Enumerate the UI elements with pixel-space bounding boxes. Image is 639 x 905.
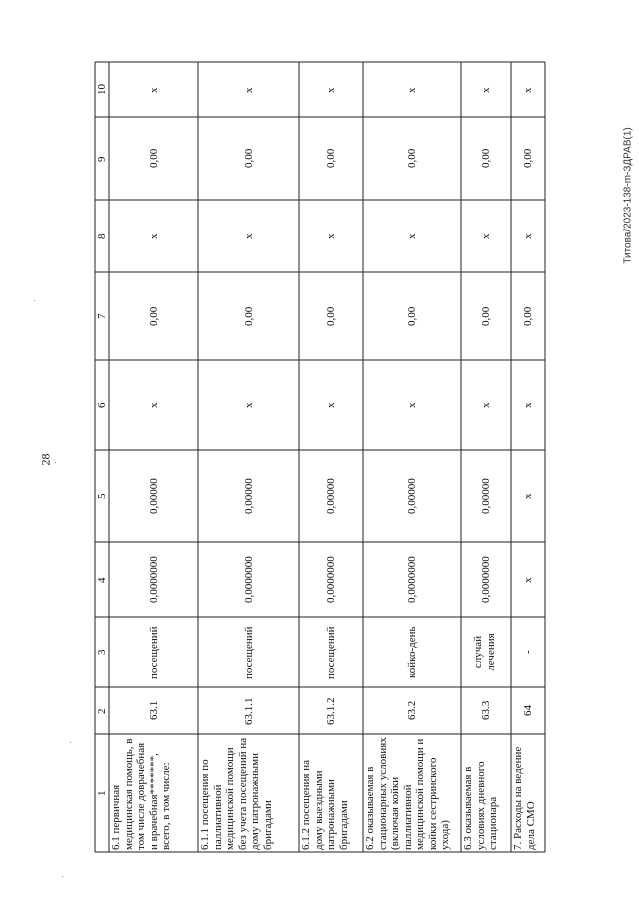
value-cell: 0,0000000 xyxy=(406,556,418,603)
document-id-label: Титова/2023-138-m-ЗДРАВ(1) xyxy=(622,127,634,264)
row-description: 6.2 оказываемая в стационарных условиях (включая койки паллиативной медицинской помощи и койки сестринского ухода) xyxy=(364,737,451,850)
row-description: 6.1.2 посещения на дому выездными патронажными бригадами xyxy=(300,759,350,850)
value-cell: 0,00000 xyxy=(406,478,418,514)
rotated-table xyxy=(95,62,545,852)
value-cell: 0,00 xyxy=(480,148,492,168)
value-cell: 0,00000 xyxy=(325,478,337,514)
value-cell: x xyxy=(406,233,418,239)
column-header: 1 xyxy=(96,790,108,796)
value-cell: x xyxy=(480,87,492,93)
value-cell: x xyxy=(480,233,492,239)
unit-cell: койко-день xyxy=(406,626,418,678)
column-header: 7 xyxy=(96,313,108,319)
column-header: 3 xyxy=(96,649,108,655)
row-description: 6.1 первичная медицинская помощь, в том числе доврачебная и врачебная*******, всего, в том числе: xyxy=(110,738,172,850)
value-cell: x xyxy=(242,402,255,408)
value-cell: 0,00 xyxy=(147,306,160,326)
value-cell: 0,00 xyxy=(480,306,492,326)
value-cell: x xyxy=(242,233,255,239)
row-description: 6.1.1 посещения по паллиативной медицинской помощи без учета посещений на дому патронажными бригадами xyxy=(199,737,274,850)
value-cell: 0,0000000 xyxy=(242,556,255,603)
row-code: 64 xyxy=(522,705,534,716)
value-cell: x xyxy=(480,402,492,408)
column-header: 8 xyxy=(96,233,108,239)
value-cell: x xyxy=(147,402,160,408)
value-cell: 0,00000 xyxy=(480,478,492,514)
value-cell: 0,00 xyxy=(147,148,160,168)
value-cell: 0,00 xyxy=(325,148,337,168)
row-code: 63.2 xyxy=(406,700,418,720)
column-header: 2 xyxy=(96,708,108,714)
value-cell: x xyxy=(522,87,534,93)
value-cell: 0,00 xyxy=(406,148,418,168)
value-cell: 0,00 xyxy=(242,306,255,326)
scan-speck xyxy=(62,876,63,877)
value-cell: x xyxy=(522,577,534,583)
value-cell: x xyxy=(147,233,160,239)
unit-cell: - xyxy=(522,650,534,654)
value-cell: 0,00 xyxy=(325,306,337,326)
row-code: 63.1.2 xyxy=(325,697,337,725)
row-code: 63.1 xyxy=(147,700,160,720)
scan-speck xyxy=(70,742,71,743)
unit-cell: посещений xyxy=(325,625,337,679)
value-cell: x xyxy=(325,402,337,408)
column-header: 5 xyxy=(96,493,108,499)
value-cell: x xyxy=(522,233,534,239)
unit-cell: посещений xyxy=(147,625,160,679)
value-cell: 0,00000 xyxy=(147,478,160,514)
value-cell: 0,00 xyxy=(242,148,255,168)
row-code: 63.3 xyxy=(480,700,492,720)
column-header: 10 xyxy=(96,84,108,95)
value-cell: x xyxy=(242,87,255,93)
value-cell: 0,0000000 xyxy=(480,556,492,603)
value-cell: 0,00000 xyxy=(242,478,255,514)
scan-speck xyxy=(55,462,56,463)
value-cell: 0,0000000 xyxy=(147,556,160,603)
value-cell: x xyxy=(406,87,418,93)
row-code: 63.1.1 xyxy=(242,697,255,725)
column-header: 4 xyxy=(96,577,108,583)
column-header: 6 xyxy=(96,402,108,408)
scan-speck xyxy=(34,300,35,301)
unit-cell: случай лечения xyxy=(472,633,497,671)
value-cell: x xyxy=(522,493,534,499)
table-grid-lines xyxy=(95,62,545,852)
column-header: 9 xyxy=(96,156,108,162)
value-cell: x xyxy=(147,87,160,93)
value-cell: x xyxy=(325,233,337,239)
unit-cell: посещений xyxy=(242,625,255,679)
value-cell: x xyxy=(406,402,418,408)
value-cell: 0,00 xyxy=(522,148,534,168)
value-cell: 0,0000000 xyxy=(325,556,337,603)
value-cell: x xyxy=(522,402,534,408)
row-description: 7. Расходы на ведение дела СМО xyxy=(512,746,537,850)
value-cell: x xyxy=(325,87,337,93)
value-cell: 0,00 xyxy=(522,306,534,326)
value-cell: 0,00 xyxy=(406,306,418,326)
page-number: 28 xyxy=(38,453,53,466)
row-description: 6.3 оказываемая в условиях дневного стационара xyxy=(462,761,499,850)
